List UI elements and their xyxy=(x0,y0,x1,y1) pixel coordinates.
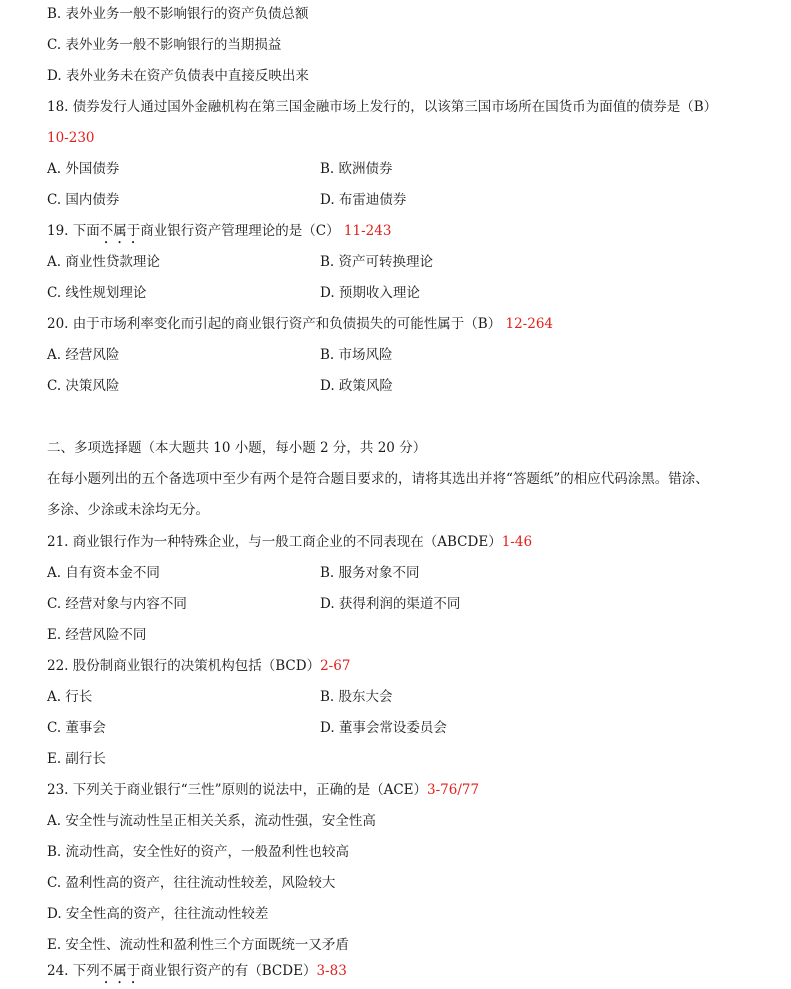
q20-stem xyxy=(47,315,553,333)
q18-option-b: B. 欧洲债券 xyxy=(320,161,393,177)
q24-stem-post: 商业银行资产的有（BCDE） xyxy=(140,963,317,979)
q21-option-d: D. 获得利润的渠道不同 xyxy=(320,596,461,612)
q18-stem: 18. 债券发行人通过国外金融机构在第三国金融市场上发行的，以该第三国市场所在国货币为面值的债券是（B） xyxy=(47,99,718,115)
q23-option-e: E. 安全性、流动性和盈利性三个方面既统一又矛盾 xyxy=(47,937,349,953)
section2-title: 二、多项选择题（本大题共 10 小题，每小题 2 分，共 20 分） xyxy=(47,440,427,456)
q22-option-d: D. 董事会常设委员会 xyxy=(320,720,447,736)
q19-option-b: B. 资产可转换理论 xyxy=(320,254,434,270)
q21-option-a: A. 自有资本金不同 xyxy=(47,565,160,581)
q17-option-c: C. 表外业务一般不影响银行的当期损益 xyxy=(47,37,282,53)
q23-stem-text: 23. 下列关于商业银行“三性”原则的说法中，正确的是（ACE） xyxy=(47,782,427,798)
q19-stem-post: 商业银行资产管理理论的是（C） xyxy=(140,223,340,239)
section2-instructions-1: 在每小题列出的五个备选项中至少有两个是符合题目要求的，请将其选出并将“答题纸”的相应代码涂黑。错涂、 xyxy=(47,471,709,487)
q22-option-c: C. 董事会 xyxy=(47,720,106,736)
q22-option-e: E. 副行长 xyxy=(47,751,106,767)
q19-stem xyxy=(47,222,391,247)
q23-stem xyxy=(47,781,479,799)
q22-reference: 2-67 xyxy=(320,658,351,674)
q21-stem xyxy=(47,533,532,551)
q20-reference: 12-264 xyxy=(505,316,553,332)
q22-option-a: A. 行长 xyxy=(47,689,93,705)
q21-option-e: E. 经营风险不同 xyxy=(47,627,147,643)
q24-reference: 3-83 xyxy=(316,963,347,979)
q22-stem-text: 22. 股份制商业银行的决策机构包括（BCD） xyxy=(47,658,321,674)
q21-option-c: C. 经营对象与内容不同 xyxy=(47,596,187,612)
q19-option-c: C. 线性规划理论 xyxy=(47,285,147,301)
q18-option-a: A. 外国债券 xyxy=(47,161,120,177)
q18-reference: 10-230 xyxy=(47,130,95,146)
q19-emphasis: 不属于 xyxy=(99,223,141,239)
section2-instructions-2: 多涂、少涂或未涂均无分。 xyxy=(47,502,209,518)
q21-option-b: B. 服务对象不同 xyxy=(320,565,420,581)
q23-option-a: A. 安全性与流动性呈正相关关系，流动性强，安全性高 xyxy=(47,813,376,829)
q23-option-d: D. 安全性高的资产，往往流动性较差 xyxy=(47,906,269,922)
q18-option-c: C. 国内债券 xyxy=(47,192,120,208)
q20-stem-text: 20. 由于市场利率变化而引起的商业银行资产和负债损失的可能性属于（B） xyxy=(47,316,502,332)
q20-option-d: D. 政策风险 xyxy=(320,378,393,394)
q18-option-d: D. 布雷迪债券 xyxy=(320,192,407,208)
q24-stem-pre: 24. 下列 xyxy=(47,963,100,979)
q21-stem-text: 21. 商业银行作为一种特殊企业，与一般工商企业的不同表现在（ABCDE） xyxy=(47,534,502,550)
q23-option-b: B. 流动性高，安全性好的资产，一般盈利性也较高 xyxy=(47,844,350,860)
q19-option-a: A. 商业性贷款理论 xyxy=(47,254,160,270)
q24-stem xyxy=(47,962,347,987)
q23-reference: 3-76/77 xyxy=(427,782,480,798)
q24-emphasis: 不属于 xyxy=(99,963,141,979)
q20-option-a: A. 经营风险 xyxy=(47,347,120,363)
q19-option-d: D. 预期收入理论 xyxy=(320,285,420,301)
q20-option-b: B. 市场风险 xyxy=(320,347,393,363)
q22-option-b: B. 股东大会 xyxy=(320,689,393,705)
q21-reference: 1-46 xyxy=(501,534,533,550)
q19-reference: 11-243 xyxy=(343,223,392,239)
q23-option-c: C. 盈利性高的资产，往往流动性较差，风险较大 xyxy=(47,875,336,891)
q17-option-b: B. 表外业务一般不影响银行的资产负债总额 xyxy=(47,6,309,22)
q17-option-d: D. 表外业务未在资产负债表中直接反映出来 xyxy=(47,68,309,84)
q19-stem-pre: 19. 下面 xyxy=(47,223,100,239)
q20-option-c: C. 决策风险 xyxy=(47,378,120,394)
q22-stem xyxy=(47,657,350,675)
